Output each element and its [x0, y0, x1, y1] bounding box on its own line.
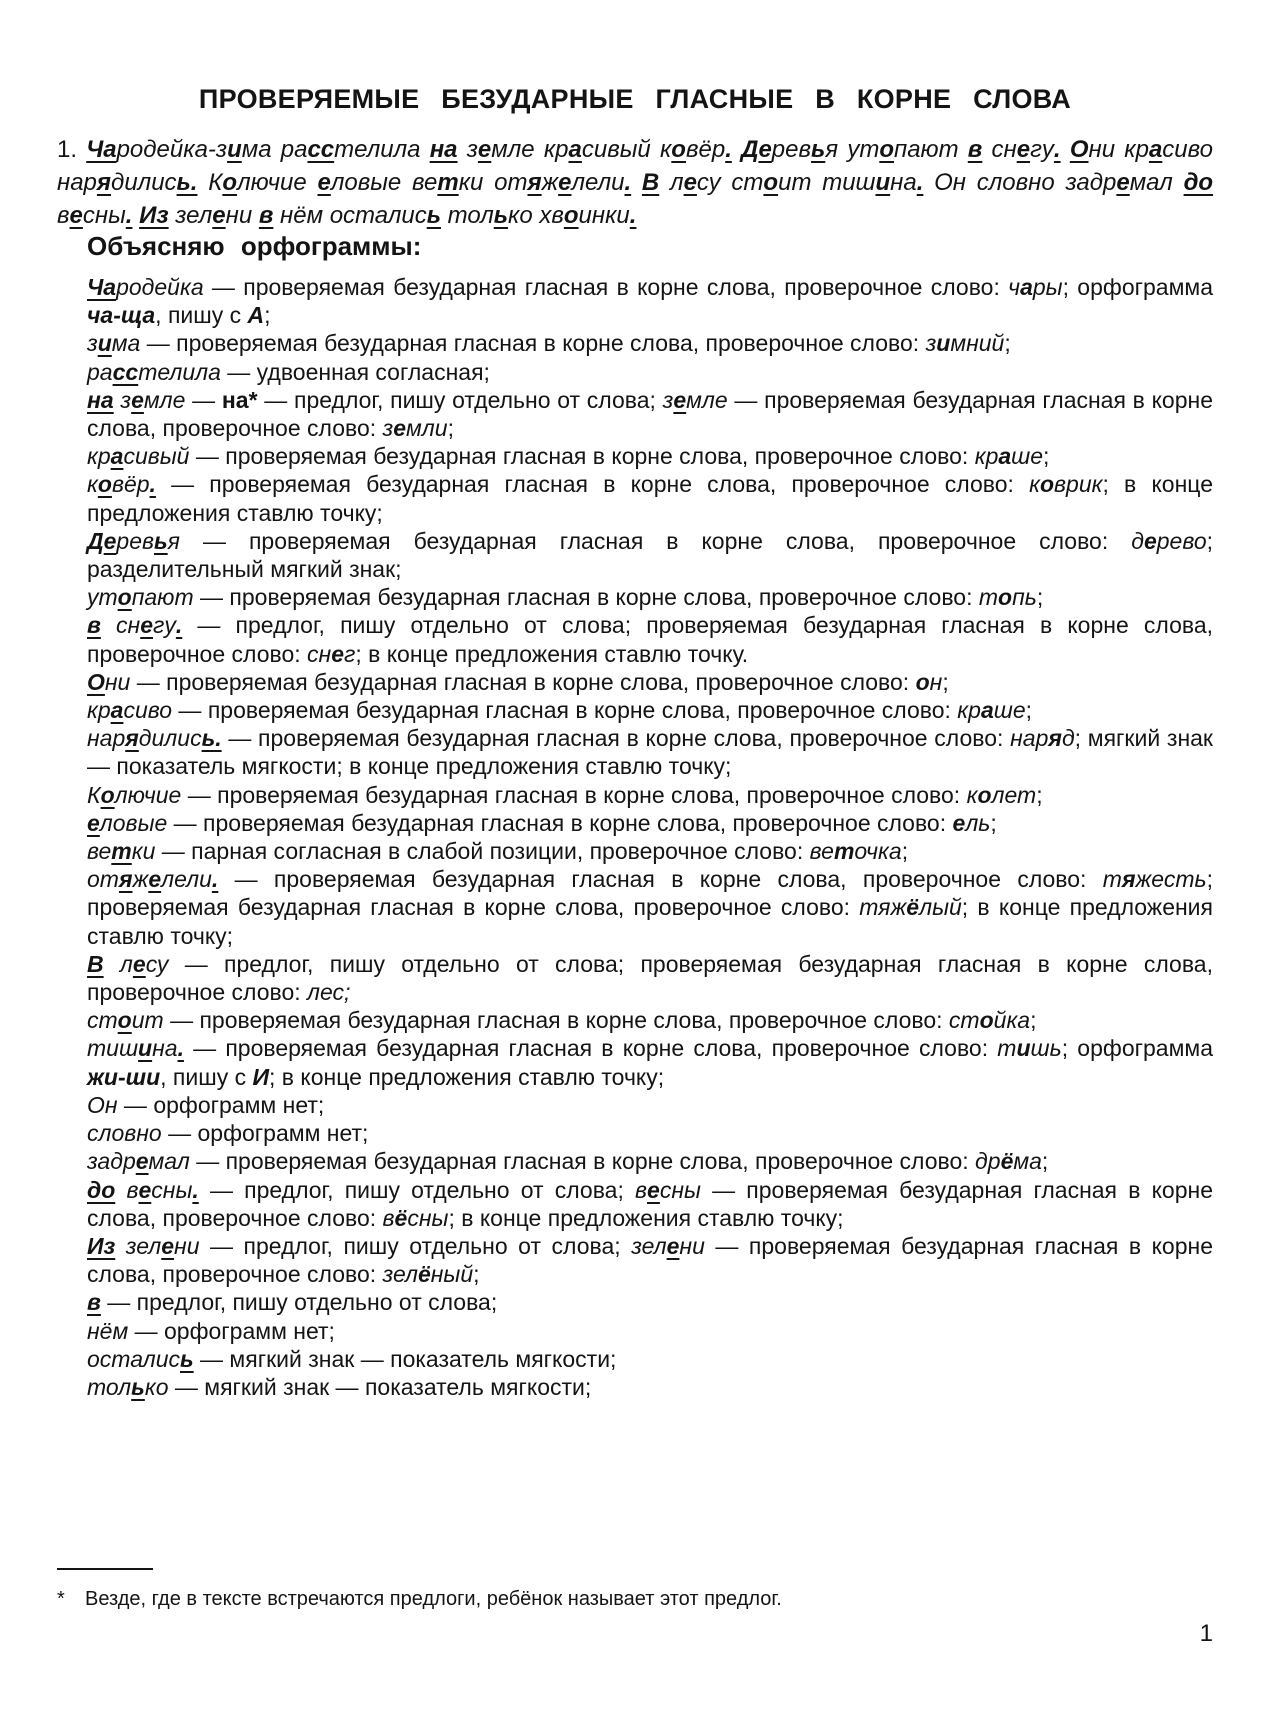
- explanation-item: красивый — проверяемая безударная гласная в корне слова, проверочное слово: краше;: [87, 443, 1050, 470]
- section-heading: Объясняю орфограммы:: [87, 231, 422, 261]
- explanation-item: словно — орфограмм нет;: [87, 1120, 369, 1147]
- explanation-item: Деревья — проверяемая безударная гласная в корне слова, проверочное слово: дерево; разделительный мягкий знак;: [87, 527, 1213, 583]
- explanation-item: в снегу. — предлог, пишу отдельно от слова; проверяемая безударная гласная в корне слова, проверочное слово: снег; в конце предложения ставлю точку.: [87, 612, 1214, 667]
- explanation-item: до весны. — предлог, пишу отдельно от слова; весны — проверяемая безударная гласная в корне слова, проверочное слово: вёсны; в конце предложения ставлю точку;: [87, 1176, 1213, 1231]
- footnote: [57, 1586, 1213, 1612]
- explanation-item: в — предлог, пишу отдельно от слова;: [87, 1289, 498, 1316]
- explanation-item: красиво — проверяемая безударная гласная в корне слова, проверочное слово: краше;: [87, 697, 1033, 724]
- explanation-item: утопают — проверяемая безударная гласная в корне слова, проверочное слово: топь;: [87, 584, 1044, 611]
- explanation-item: остались — мягкий знак — показатель мягкости;: [87, 1345, 617, 1372]
- explanations-list: [87, 273, 1213, 1401]
- footnote-marker: *: [57, 1588, 65, 1610]
- footnote-text: Везде, где в тексте встречаются предлоги, ребёнок называет этот предлог.: [85, 1588, 782, 1610]
- explanation-item: только — мягкий знак — показатель мягкости;: [87, 1373, 592, 1400]
- explanation-item: Он — орфограмм нет;: [87, 1091, 325, 1118]
- page-number: 1: [1199, 1620, 1213, 1647]
- explanation-item: Колючие — проверяемая безударная гласная в корне слова, проверочное слово: колет;: [87, 781, 1043, 808]
- explanation-item: ковёр. — проверяемая безударная гласная в корне слова, проверочное слово: коврик; в конце предложения ставлю точку;: [87, 471, 1213, 526]
- explanation-item: расстелила — удвоенная согласная;: [87, 358, 490, 385]
- footnote-divider: [57, 1568, 153, 1570]
- explanation-item: тишина. — проверяемая безударная гласная в корне слова, проверочное слово: тишь; орфограмма жи-ши, пишу с И; в конце предложения ставлю точку;: [87, 1035, 1213, 1090]
- explanation-item: Из зелени — предлог, пишу отдельно от слова; зелени — проверяемая безударная гласная в корне слова, проверочное слово: зелёный;: [87, 1232, 1214, 1288]
- explanation-item: ветки — парная согласная в слабой позиции, проверочное слово: веточка;: [87, 838, 909, 865]
- explanation-item: на земле — на* — предлог, пишу отдельно от слова; земле — проверяемая безударная гласная в корне слова, проверочное слово: земли;: [87, 386, 1214, 442]
- intro-paragraph: 1. Чародейка-зима расстелила на земле красивый ковёр. Деревья утопают в снегу. Они красиво нарядились. Колючие еловые ветки отяжелели. В лесу стоит тишина. Он словно задремал до весны. Из зелени в нём остались только хвоинки.: [57, 136, 1214, 229]
- page-title: ПРОВЕРЯЕМЫЕ БЕЗУДАРНЫЕ ГЛАСНЫЕ В КОРНЕ СЛОВА: [198, 84, 1072, 114]
- explanation-item: нарядились. — проверяемая безударная гласная в корне слова, проверочное слово: наряд; мягкий знак — показатель мягкости; в конце предложения ставлю точку;: [87, 725, 1213, 780]
- explanation-item: В лесу — предлог, пишу отдельно от слова; проверяемая безударная гласная в корне слова, проверочное слово: лес;: [87, 950, 1213, 1006]
- explanation-item: задремал — проверяемая безударная гласная в корне слова, проверочное слово: дрёма;: [87, 1148, 1049, 1175]
- explanation-item: еловые — проверяемая безударная гласная в корне слова, проверочное слово: ель;: [87, 809, 997, 836]
- explanation-item: Они — проверяемая безударная гласная в корне слова, проверочное слово: он;: [87, 668, 949, 695]
- explanation-item: нём — орфограмм нет;: [87, 1317, 335, 1344]
- explanation-item: стоит — проверяемая безударная гласная в корне слова, проверочное слово: стойка;: [87, 1007, 1037, 1034]
- explanation-item: отяжелели. — проверяемая безударная гласная в корне слова, проверочное слово: тяжесть; проверяемая безударная гласная в корне слова, проверочное слово: тяжёлый; в конце предложения ставлю точку;: [87, 866, 1213, 949]
- explanation-item: зима — проверяемая безударная гласная в корне слова, проверочное слово: зимний;: [87, 330, 1011, 357]
- explanation-item: Чародейка — проверяемая безударная гласная в корне слова, проверочное слово: чары; орфограмма ча-ща, пишу с А;: [87, 274, 1213, 329]
